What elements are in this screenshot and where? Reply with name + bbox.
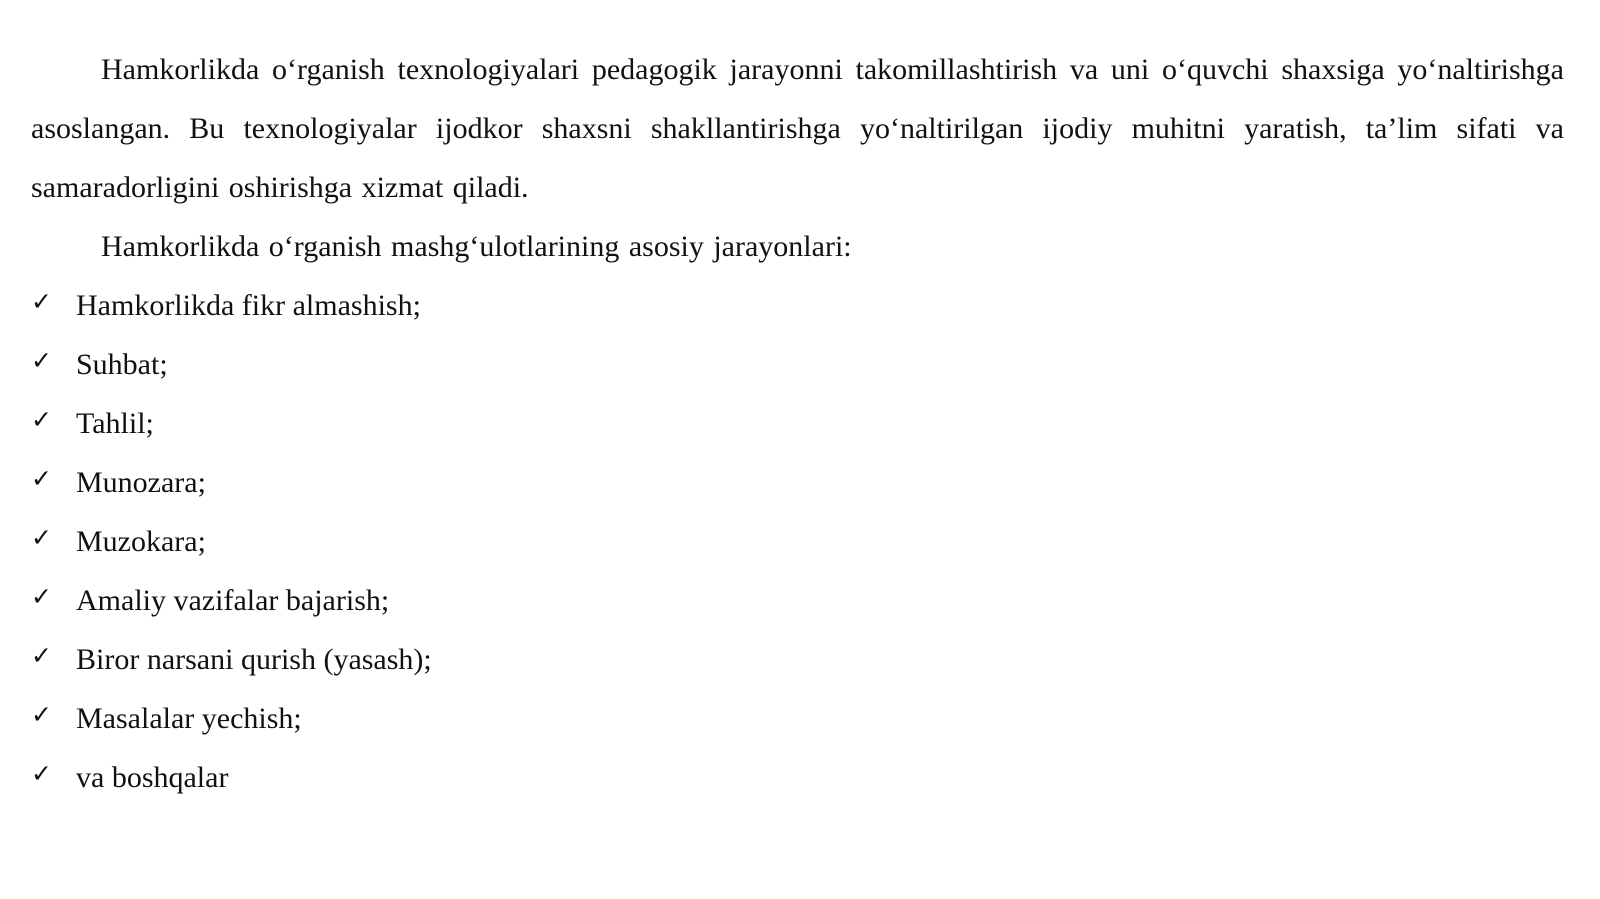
list-item-text: Tahlil; (76, 407, 154, 440)
check-mark-icon: ✓ (31, 523, 52, 552)
list-item-text: Hamkorlikda fikr almashish; (76, 289, 421, 322)
list-item-text: Muzokara; (76, 525, 206, 558)
list-item-text: Biror narsani qurish (yasash); (76, 643, 432, 676)
list-item-text: va boshqalar (76, 761, 229, 794)
check-mark-icon: ✓ (31, 582, 52, 611)
list-item (31, 571, 1564, 630)
check-mark-icon: ✓ (31, 287, 52, 316)
list-item (31, 689, 1564, 748)
list-item (31, 748, 1564, 807)
check-mark-icon: ✓ (31, 405, 52, 434)
check-mark-icon: ✓ (31, 641, 52, 670)
list-item (31, 276, 1564, 335)
paragraph-main: Hamkorlikda o‘rganish texnologiyalari pedagogik jarayonni takomillashtirish va uni o‘quvchi shaxsiga yo‘naltirishga asoslangan. Bu texnologiyalar ijodkor shaxsni shakllantirishga yo‘naltirilgan ijodiy muhitni yaratish, ta’lim sifati va samaradorligini oshirishga xizmat qiladi. (31, 53, 1564, 204)
document-content (31, 40, 1564, 807)
check-mark-icon: ✓ (31, 464, 52, 493)
check-mark-icon: ✓ (31, 759, 52, 788)
list-item-text: Amaliy vazifalar bajarish; (76, 584, 390, 617)
list-item (31, 394, 1564, 453)
process-list (31, 276, 1564, 807)
list-item (31, 453, 1564, 512)
list-item (31, 335, 1564, 394)
check-mark-icon: ✓ (31, 346, 52, 375)
list-item-text: Munozara; (76, 466, 206, 499)
list-item-text: Suhbat; (76, 348, 168, 381)
list-item-text: Masalalar yechish; (76, 702, 302, 735)
paragraph-intro: Hamkorlikda o‘rganish mashg‘ulotlarining asosiy jarayonlari: (101, 230, 852, 263)
list-item (31, 630, 1564, 689)
check-mark-icon: ✓ (31, 700, 52, 729)
list-item (31, 512, 1564, 571)
